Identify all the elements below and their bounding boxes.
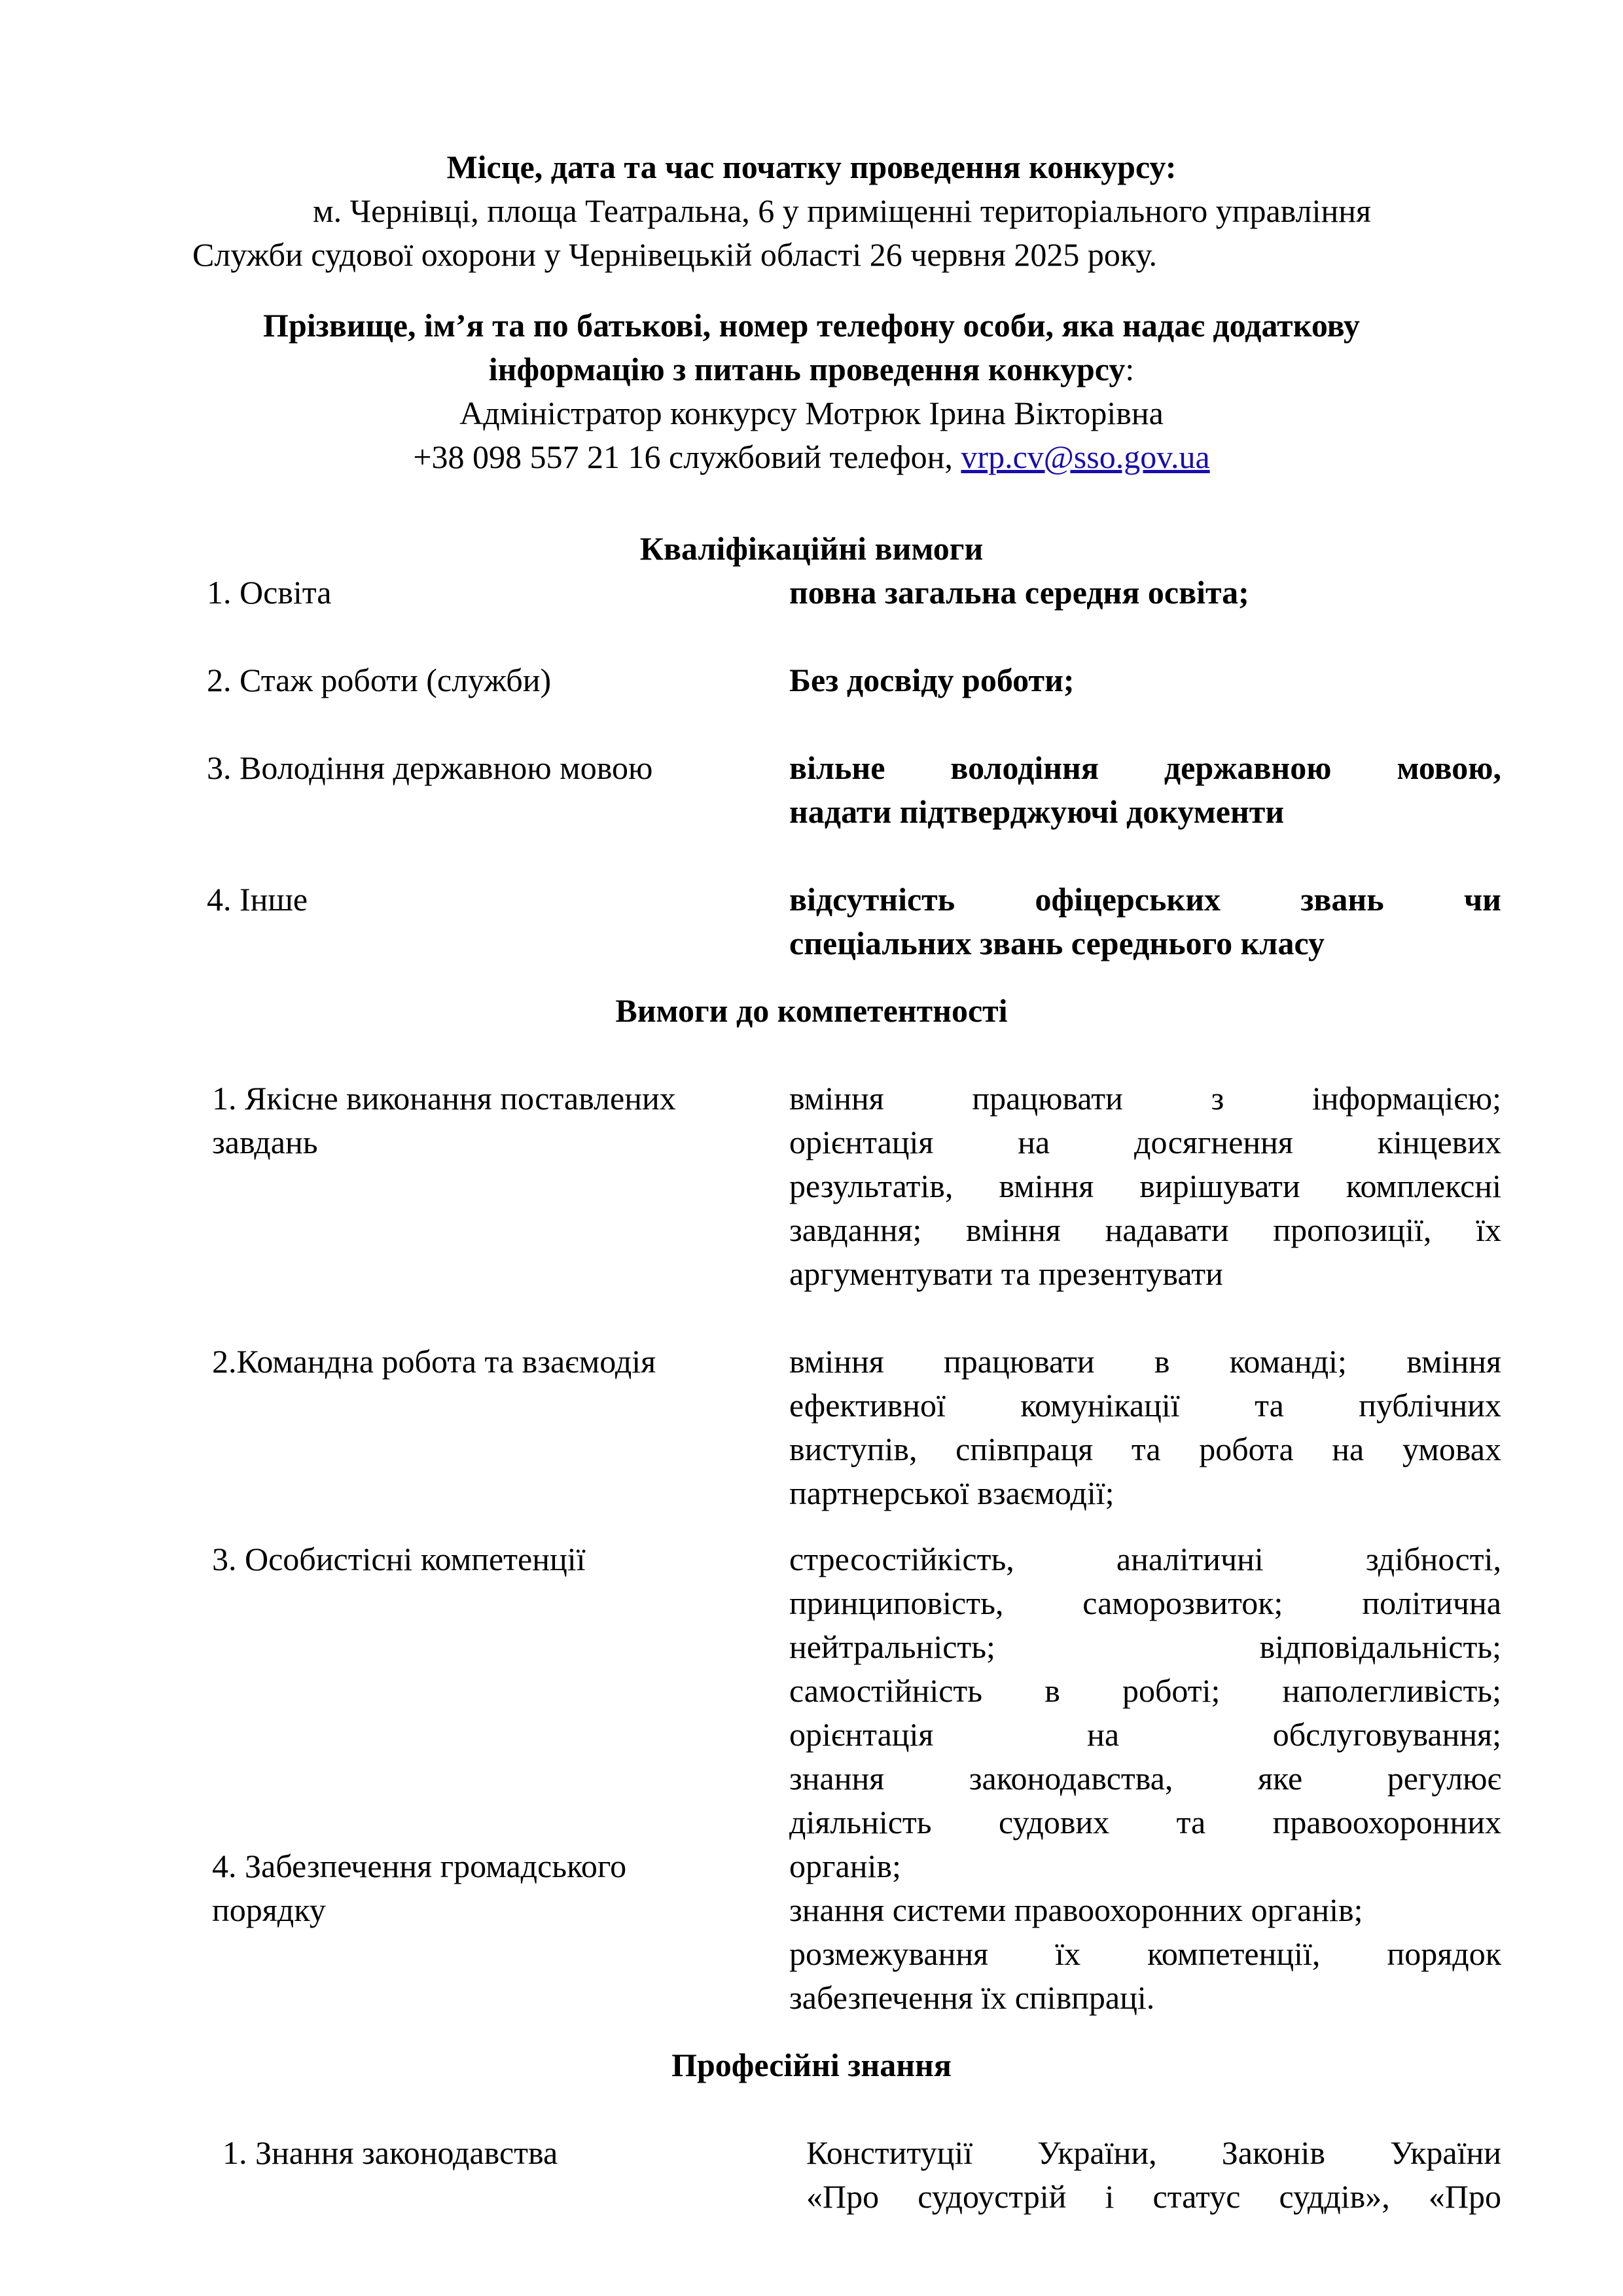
competence-value-4-line-6: забезпечення їх співпраці. <box>789 1979 1155 2016</box>
competence-label-1-line-1: 1. Якісне виконання поставлених <box>212 1080 676 1117</box>
qualification-value-4-line-2: спеціальних звань середнього класу <box>789 925 1325 961</box>
qualification-label-3: 3. Володіння державною мовою <box>207 749 653 786</box>
place-line-2: Служби судової охорони у Чернівецькій області 26 червня 2025 року. <box>192 236 1157 273</box>
qualification-heading: Кваліфікаційні вимоги <box>639 530 984 567</box>
competence-value-4-line-4: знання системи правоохоронних органів; <box>789 1892 1363 1928</box>
competence-value-1-line-2: орієнтація на досягнення кінцевих <box>789 1124 1501 1160</box>
contact-heading-text: інформацію з питань проведення конкурсу <box>488 351 1126 387</box>
competence-value-3-line-1: стресостійкість, аналітичні здібності, <box>789 1541 1501 1577</box>
competence-value-1-line-4: завдання; вміння надавати пропозиції, їх <box>789 1211 1501 1248</box>
competence-value-4-line-1: знання законодавства, яке регулює <box>789 1760 1501 1797</box>
place-heading: Місце, дата та час початку проведення конкурсу: <box>446 149 1177 185</box>
qualification-label-4: 4. Інше <box>207 881 308 918</box>
competence-value-2-line-1: вміння працювати в команді; вміння <box>789 1343 1501 1380</box>
qualification-value-3-line-1: вільне володіння державною мовою, <box>789 749 1501 786</box>
competence-value-3-line-4: самостійність в роботі; наполегливість; <box>789 1672 1501 1709</box>
competence-value-3-line-2: принциповість, саморозвиток; політична <box>789 1585 1501 1621</box>
competence-value-4-line-2: діяльність судових та правоохоронних <box>789 1804 1501 1840</box>
competence-heading: Вимоги до компетентності <box>615 992 1008 1029</box>
qualification-value-3-line-2: надати підтверджуючі документи <box>789 793 1285 830</box>
contact-heading-colon: : <box>1125 351 1135 387</box>
competence-value-3-line-3: нейтральність; відповідальність; <box>789 1628 1501 1665</box>
contact-heading-line-1: Прізвище, ім’я та по батькові, номер телефону особи, яка надає додаткову <box>263 307 1360 344</box>
competence-value-1-line-1: вміння працювати з інформацією; <box>789 1080 1501 1117</box>
competence-value-3-line-5: орієнтація на обслуговування; <box>789 1716 1501 1753</box>
contact-email-link[interactable]: vrp.cv@sso.gov.ua <box>961 439 1210 475</box>
competence-value-1-line-3: результатів, вміння вирішувати комплексні <box>789 1168 1501 1204</box>
contact-heading-line-2 <box>0 348 1623 391</box>
competence-value-2-line-2: ефективної комунікації та публічних <box>789 1387 1501 1424</box>
qualification-label-1: 1. Освіта <box>207 574 332 611</box>
qualification-value-1: повна загальна середня освіта; <box>789 574 1249 611</box>
competence-label-4-line-2: порядку <box>212 1892 326 1928</box>
competence-label-4-line-1: 4. Забезпечення громадського <box>212 1848 627 1884</box>
competence-value-4-line-5: розмежування їх компетенції, порядок <box>789 1935 1501 1972</box>
contact-phone: +38 098 557 21 16 службовий телефон, <box>413 439 961 475</box>
qualification-label-2: 2. Стаж роботи (служби) <box>207 662 552 698</box>
qualification-value-2: Без досвіду роботи; <box>789 662 1075 698</box>
competence-value-2-line-3: виступів, співпраця та робота на умовах <box>789 1431 1501 1467</box>
professional-value-1-line-2: «Про судоустрій і статус суддів», «Про <box>806 2178 1501 2215</box>
competence-label-3: 3. Особистісні компетенції <box>212 1541 586 1577</box>
professional-value-1-line-1: Конституції України, Законів України <box>806 2134 1501 2171</box>
competence-label-2: 2.Командна робота та взаємодія <box>212 1343 656 1380</box>
qualification-value-4-line-1: відсутність офіцерських звань чи <box>789 881 1501 918</box>
competence-label-1-line-2: завдань <box>212 1124 318 1160</box>
competence-value-2-line-4: партнерської взаємодії; <box>789 1475 1115 1511</box>
contact-phone-line <box>0 435 1623 479</box>
contact-admin: Адміністратор конкурсу Мотрюк Ірина Вікторівна <box>459 395 1164 431</box>
competence-value-1-line-5: аргументувати та презентувати <box>789 1255 1223 1292</box>
place-line-1: м. Чернівці, площа Театральна, 6 у приміщенні територіального управління <box>313 192 1371 229</box>
professional-heading: Професійні знання <box>671 2047 952 2083</box>
professional-label-1: 1. Знання законодавства <box>223 2134 558 2171</box>
competence-value-4-line-3: органів; <box>789 1848 901 1884</box>
